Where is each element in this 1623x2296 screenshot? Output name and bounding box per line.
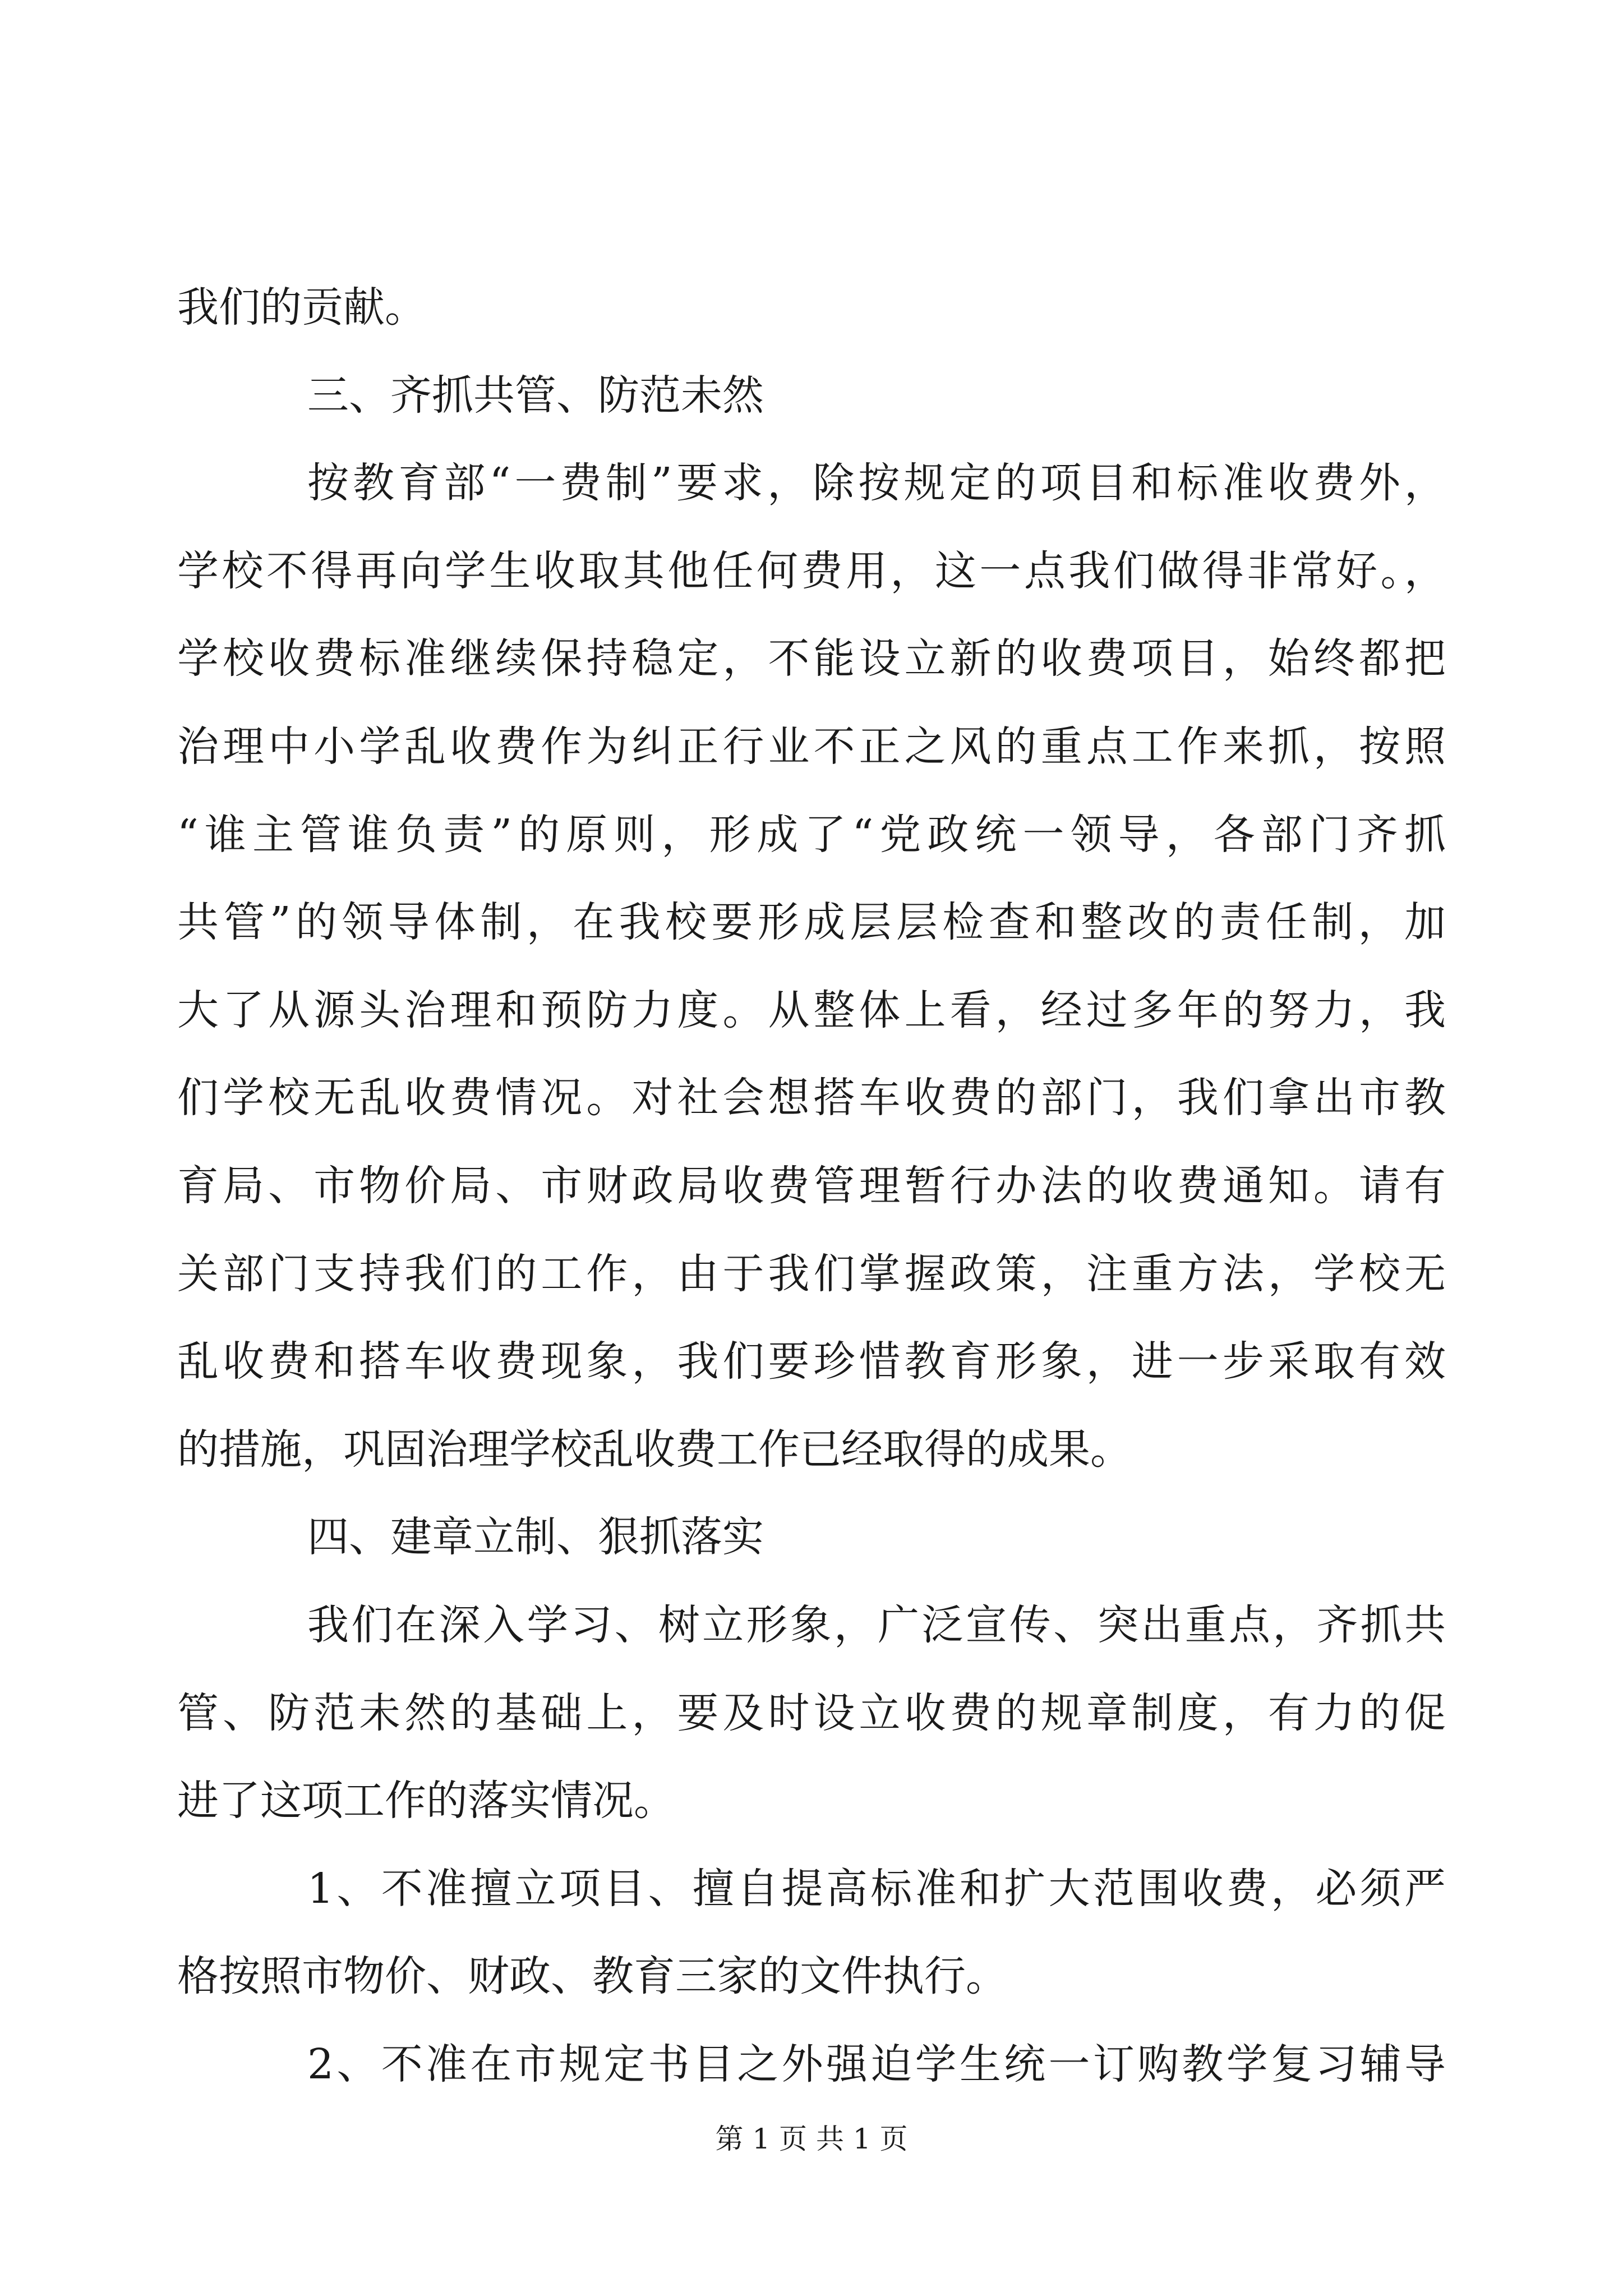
text-line: 1、不准擅立项目、擅自提高标准和扩大范围收费，必须严 [307,1864,1446,1913]
text-line: “谁主管谁负责”的原则，形成了“党政统一领导，各部门齐抓 [177,810,1446,859]
text-line: 乱收费和搭车收费现象，我们要珍惜教育形象，进一步采取有效 [177,1337,1446,1386]
text-line: 四、建章立制、狠抓落实 [307,1513,764,1562]
text-line: 关部门支持我们的工作，由于我们掌握政策，注重方法，学校无 [177,1249,1446,1298]
text-line: 大了从源头治理和预防力度。从整体上看，经过多年的努力，我 [177,986,1446,1034]
text-line: 我们在深入学习、树立形象，广泛宣传、突出重点，齐抓共 [307,1600,1446,1649]
text-line: 三、齐抓共管、防范未然 [307,371,764,420]
text-line: 学校收费标准继续保持稳定，不能设立新的收费项目，始终都把 [177,634,1446,683]
text-line: 按教育部“一费制”要求，除按规定的项目和标准收费外， [307,459,1446,508]
text-line: 格按照市物价、财政、教育三家的文件执行。 [177,1952,1007,2001]
text-line: 进了这项工作的落实情况。 [177,1777,675,1825]
text-line: 育局、市物价局、市财政局收费管理暂行办法的收费通知。请有 [177,1161,1446,1210]
text-line: 管、防范未然的基础上，要及时设立收费的规章制度，有力的促 [177,1688,1446,1737]
document-body [177,264,1446,2108]
text-line: 治理中小学乱收费作为纠正行业不正之风的重点工作来抓，按照 [177,722,1446,771]
text-line: 我们的贡献。 [177,283,426,332]
text-line: 共管”的领导体制，在我校要形成层层检查和整改的责任制，加 [177,898,1446,947]
text-line: 们学校无乱收费情况。对社会想搭车收费的部门，我们拿出市教 [177,1074,1446,1122]
page-footer: 第 1 页 共 1 页 [715,2123,908,2155]
text-line: 2、不准在市规定书目之外强迫学生统一订购教学复习辅导 [307,2040,1446,2088]
text-line: 学校不得再向学生收取其他任何费用，这一点我们做得非常好。， [177,546,1446,595]
text-line: 的措施，巩固治理学校乱收费工作已经取得的成果。 [177,1425,1132,1474]
